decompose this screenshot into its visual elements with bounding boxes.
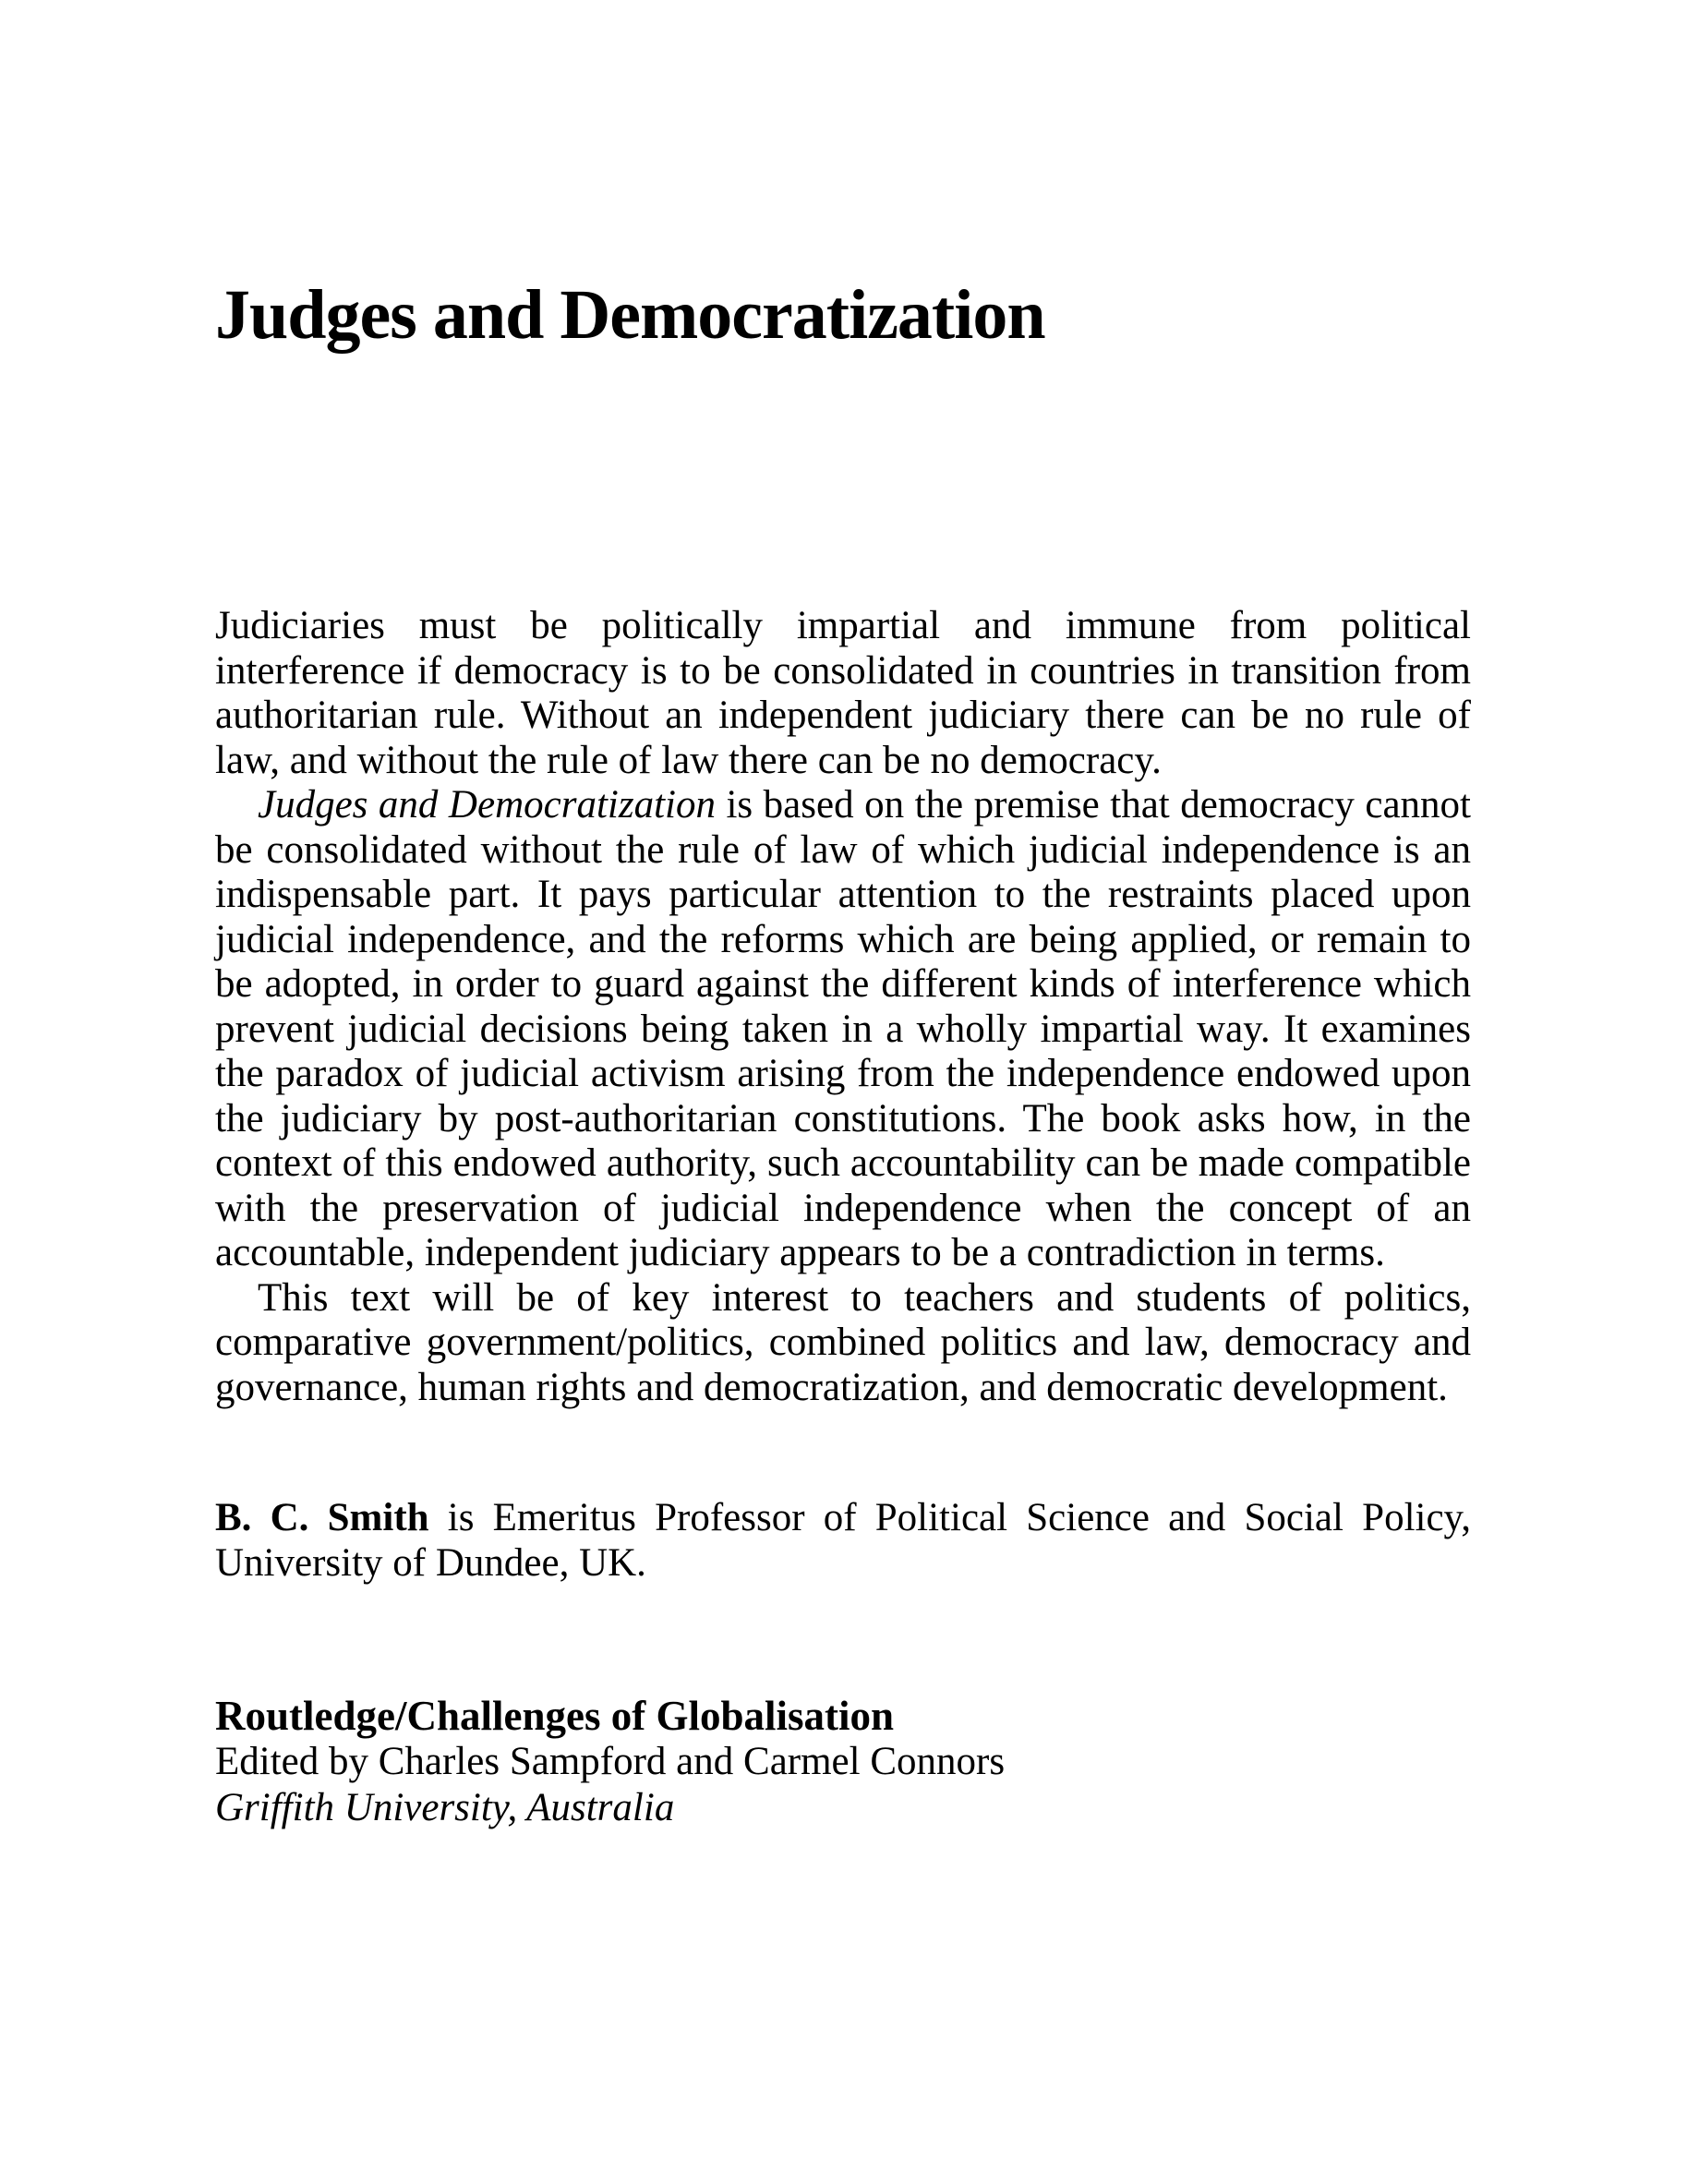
series-editors: Edited by Charles Sampford and Carmel Connors <box>215 1740 1006 1783</box>
blurb-paragraph-1: Judiciaries must be politically impartial and immune from political interference if democracy is to be consolidated in countries in transition from authoritarian rule. Without an independent judiciary there can be no rule of law, and without the rule of law there can be no democracy. <box>215 604 1471 782</box>
author-bio-text: is Emeritus Professor of Political Science and Social Policy, University of Dundee, UK. <box>215 1496 1471 1585</box>
page-content <box>215 0 1471 1831</box>
blurb-paragraph-2-text: is based on the premise that democracy cannot be consolidated without the rule of law of which judicial independence is an indispensable part. It pays particular attention to the restraints placed upon judicial independence, and the reforms which are being applied, or remain to be adopted, in order to guard against the different kinds of interference which prevent judicial decisions being taken in a wholly impartial way. It examines the paradox of judicial activism arising from the independence endowed upon the judiciary by post-authoritarian constitutions. The book asks how, in the context of this endowed authority, such accountability can be made compatible with the preservation of judicial independence when the concept of an accountable, independent judiciary appears to be a contradiction in terms. <box>215 783 1471 1274</box>
book-blurb <box>215 604 1471 1410</box>
series-block <box>215 1693 1471 1831</box>
page-title: Judges and Democratization <box>215 276 1045 354</box>
author-name: B. C. Smith <box>215 1496 429 1539</box>
series-affiliation: Griffith University, Australia <box>215 1786 675 1829</box>
blurb-paragraph-3: This text will be of key interest to teachers and students of politics, comparative government/politics, combined politics and law, democracy and governance, human rights and democratization, and democratic development. <box>215 1275 1471 1409</box>
book-title-italic-reference: Judges and Democratization <box>258 783 716 827</box>
blurb-paragraph-2 <box>215 783 1471 1276</box>
series-title: Routledge/Challenges of Globalisation <box>215 1693 895 1739</box>
author-bio <box>215 1496 1471 1586</box>
